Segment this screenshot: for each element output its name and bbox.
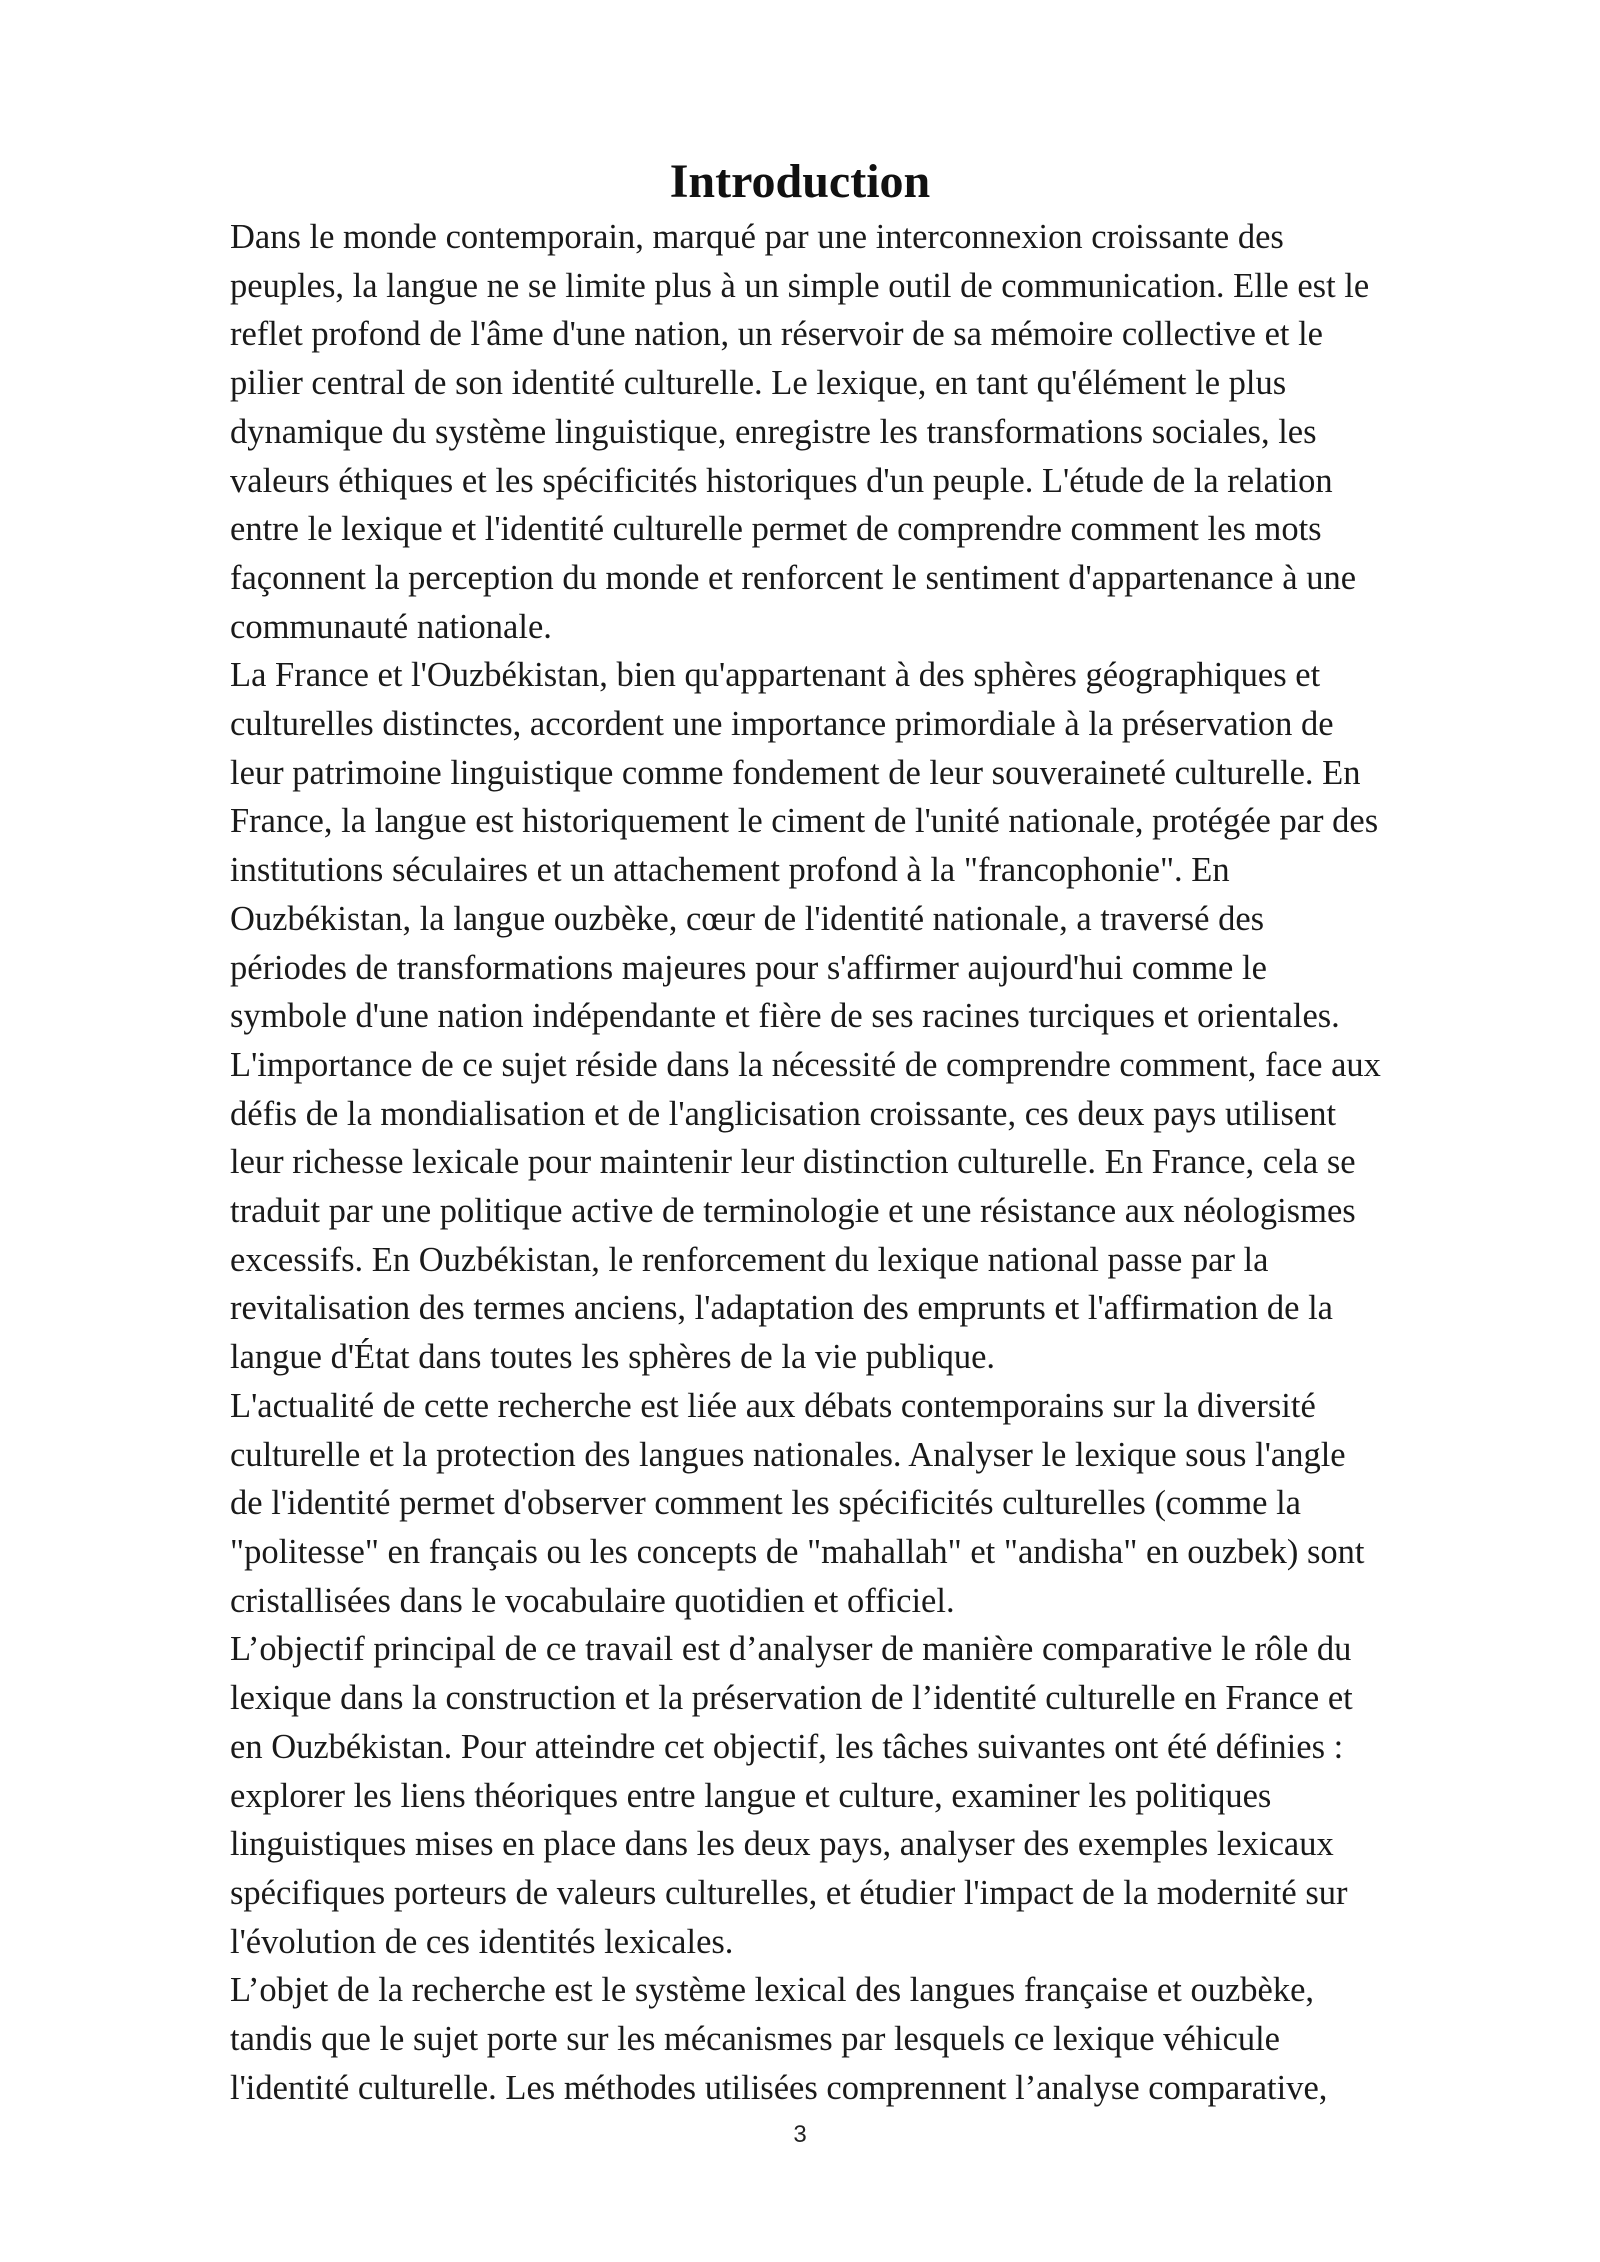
- text-line: Dans le monde contemporain, marqué par une interconnexion croissante des: [230, 218, 1284, 256]
- text-line: culturelles distinctes, accordent une importance primordiale à la préservation de: [230, 705, 1334, 744]
- text-line: leur richesse lexicale pour maintenir leur distinction culturelle. En France, cela se: [230, 1143, 1356, 1182]
- text-line: L’objet de la recherche est le système lexical des langues française et ouzbèke,: [230, 1971, 1315, 2010]
- text-line: tandis que le sujet porte sur les mécanismes par lesquels ce lexique véhicule: [230, 2020, 1280, 2059]
- text-line: l'évolution de ces identités lexicales.: [230, 1922, 734, 1961]
- text-line: L’objectif principal de ce travail est d’analyser de manière comparative le rôle du: [230, 1630, 1352, 1669]
- text-line: l'identité culturelle. Les méthodes utilisées comprennent l’analyse comparative,: [230, 2068, 1328, 2107]
- text-line: revitalisation des termes anciens, l'adaptation des emprunts et l'affirmation de la: [230, 1289, 1333, 1328]
- text-line: défis de la mondialisation et de l'anglicisation croissante, ces deux pays utilisent: [230, 1094, 1337, 1133]
- text-line: reflet profond de l'âme d'une nation, un réservoir de sa mémoire collective et le: [230, 315, 1323, 354]
- text-line: de l'identité permet d'observer comment les spécificités culturelles (comme la: [230, 1484, 1301, 1523]
- text-line: dynamique du système linguistique, enregistre les transformations sociales, les: [230, 412, 1317, 451]
- text-line: L'actualité de cette recherche est liée aux débats contemporains sur la diversité: [230, 1386, 1316, 1425]
- text-line: spécifiques porteurs de valeurs culturelles, et étudier l'impact de la modernité sur: [230, 1873, 1348, 1912]
- text-line: façonnent la perception du monde et renforcent le sentiment d'appartenance à une: [230, 558, 1357, 597]
- text-line: cristallisées dans le vocabulaire quotidien et officiel.: [230, 1581, 955, 1620]
- text-line: pilier central de son identité culturelle. Le lexique, en tant qu'élément le plus: [230, 364, 1287, 403]
- text-line: L'importance de ce sujet réside dans la nécessité de comprendre comment, face aux: [230, 1045, 1381, 1084]
- text-line: communauté nationale.: [230, 607, 552, 646]
- text-line: "politesse" en français ou les concepts de "mahallah" et "andisha" en ouzbek) sont: [230, 1532, 1365, 1571]
- text-line: excessifs. En Ouzbékistan, le renforcement du lexique national passe par la: [230, 1240, 1269, 1279]
- text-line: traduit par une politique active de terminologie et une résistance aux néologismes: [230, 1192, 1356, 1231]
- text-line: La France et l'Ouzbékistan, bien qu'appartenant à des sphères géographiques et: [230, 656, 1321, 695]
- text-line: explorer les liens théoriques entre langue et culture, examiner les politiques: [230, 1776, 1272, 1815]
- body-text: [230, 213, 1381, 2112]
- page-number: 3: [793, 2121, 807, 2148]
- text-line: entre le lexique et l'identité culturelle permet de comprendre comment les mots: [230, 510, 1322, 549]
- text-line: valeurs éthiques et les spécificités historiques d'un peuple. L'étude de la relation: [230, 461, 1333, 500]
- text-line: institutions séculaires et un attachement profond à la "francophonie". En: [230, 851, 1230, 890]
- text-line: périodes de transformations majeures pour s'affirmer aujourd'hui comme le: [230, 948, 1267, 987]
- text-line: langue d'État dans toutes les sphères de la vie publique.: [230, 1338, 996, 1377]
- text-line: peuples, la langue ne se limite plus à un simple outil de communication. Elle est le: [230, 266, 1370, 305]
- page-title: Introduction: [669, 155, 931, 208]
- text-line: leur patrimoine linguistique comme fondement de leur souveraineté culturelle. En: [230, 753, 1361, 792]
- text-line: symbole d'une nation indépendante et fière de ses racines turciques et orientales.: [230, 997, 1340, 1036]
- text-line: linguistiques mises en place dans les deux pays, analyser des exemples lexicaux: [230, 1825, 1334, 1864]
- text-line: Ouzbékistan, la langue ouzbèke, cœur de l'identité nationale, a traversé des: [230, 899, 1265, 938]
- text-line: culturelle et la protection des langues nationales. Analyser le lexique sous l'angle: [230, 1435, 1346, 1474]
- text-line: lexique dans la construction et la préservation de l’identité culturelle en France et: [230, 1679, 1353, 1718]
- text-line: en Ouzbékistan. Pour atteindre cet objectif, les tâches suivantes ont été définies :: [230, 1727, 1344, 1766]
- text-line: France, la langue est historiquement le ciment de l'unité nationale, protégée par des: [230, 802, 1379, 841]
